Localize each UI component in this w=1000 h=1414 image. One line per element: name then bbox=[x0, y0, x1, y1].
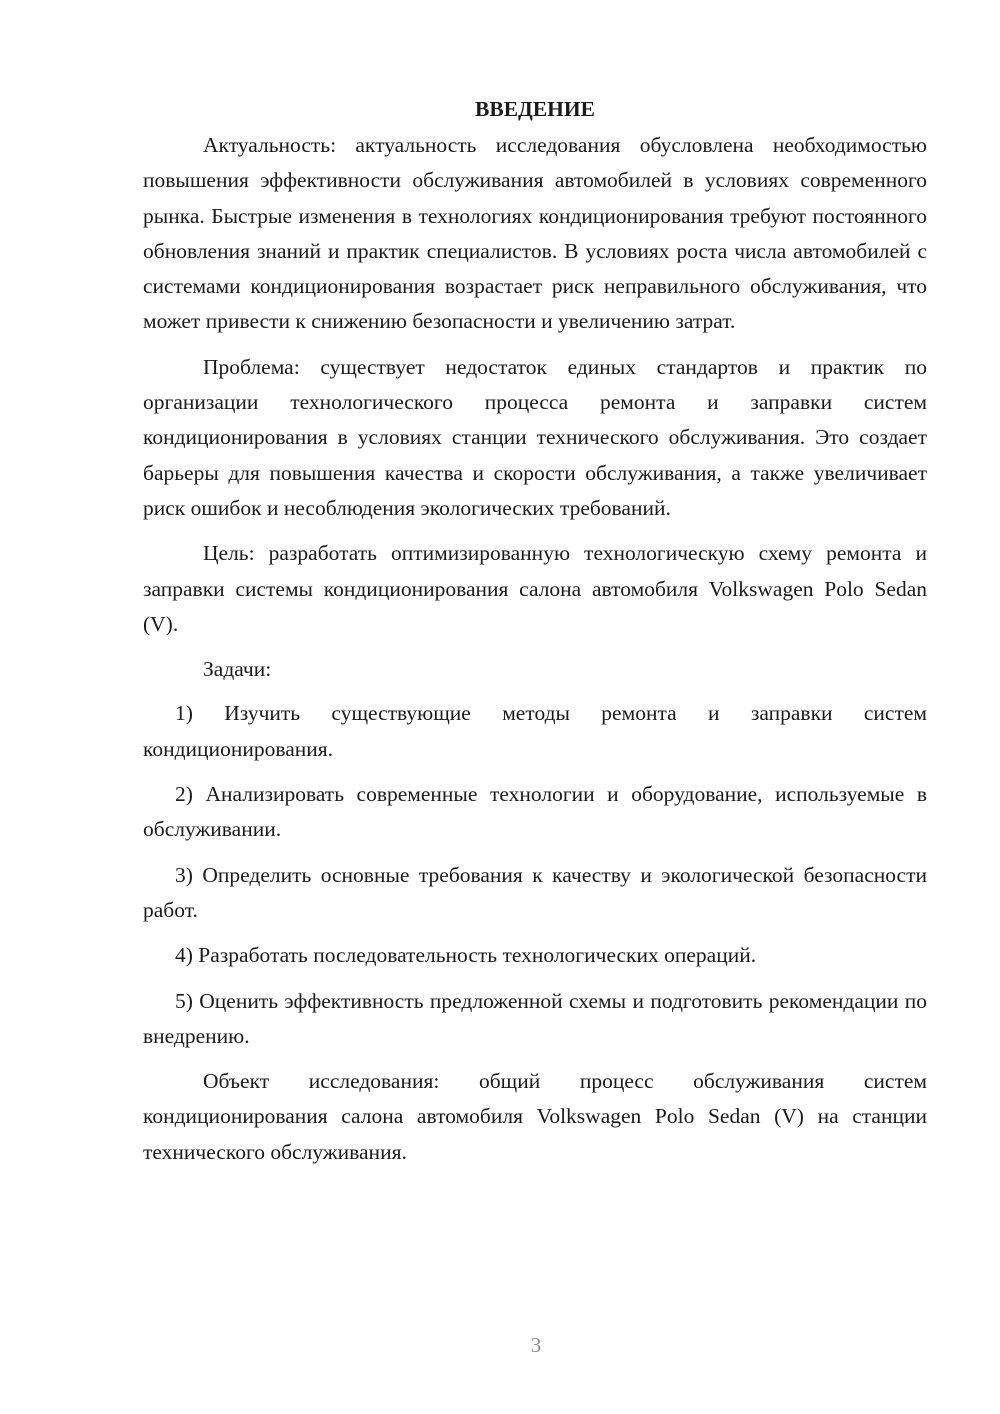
task-item-3: 3) Определить основные требования к качеству и экологической безопасности работ. bbox=[143, 862, 927, 922]
paragraph-object: Объект исследования: общий процесс обслуживания систем кондиционирования салона автомобиля Volkswagen Polo Sedan (V) на станции технического обслуживания. bbox=[143, 1069, 927, 1164]
section-title: ВВЕДЕНИЕ bbox=[475, 97, 595, 121]
paragraph-problem: Проблема: существует недостаток единых стандартов и практик по организации технологического процесса ремонта и заправки систем кондиционирования в условиях станции технического обслуживания. Это создает барьеры для повышения качества и скорости обслуживания, а также увеличивает риск ошибок и несоблюдения экологических требований. bbox=[143, 354, 927, 520]
task-item-1: 1) Изучить существующие методы ремонта и заправки систем кондиционирования. bbox=[143, 701, 927, 761]
paragraph-goal: Цель: разработать оптимизированную технологическую схему ремонта и заправки системы кондиционирования салона автомобиля Volkswagen Polo Sedan (V). bbox=[143, 541, 927, 636]
tasks-heading: Задачи: bbox=[203, 657, 272, 682]
document-body bbox=[143, 92, 927, 1170]
task-item-4: 4) Разработать последовательность технологических операций. bbox=[175, 943, 757, 968]
tasks-list bbox=[143, 696, 927, 1054]
paragraph-relevance: Актуальность: актуальность исследования обусловлена необходимостью повышения эффективности обслуживания автомобилей в условиях современного рынка. Быстрые изменения в технологиях кондиционирования требуют постоянного обновления знаний и практик специалистов. В условиях роста числа автомобилей с системами кондиционирования возрастает риск неправильного обслуживания, что может привести к снижению безопасности и увеличению затрат. bbox=[143, 133, 927, 334]
task-item-5: 5) Оценить эффективность предложенной схемы и подготовить рекомендации по внедрению. bbox=[143, 988, 927, 1048]
page-number: 3 bbox=[530, 1333, 542, 1357]
task-item-2: 2) Анализировать современные технологии и оборудование, используемые в обслуживании. bbox=[143, 782, 927, 842]
